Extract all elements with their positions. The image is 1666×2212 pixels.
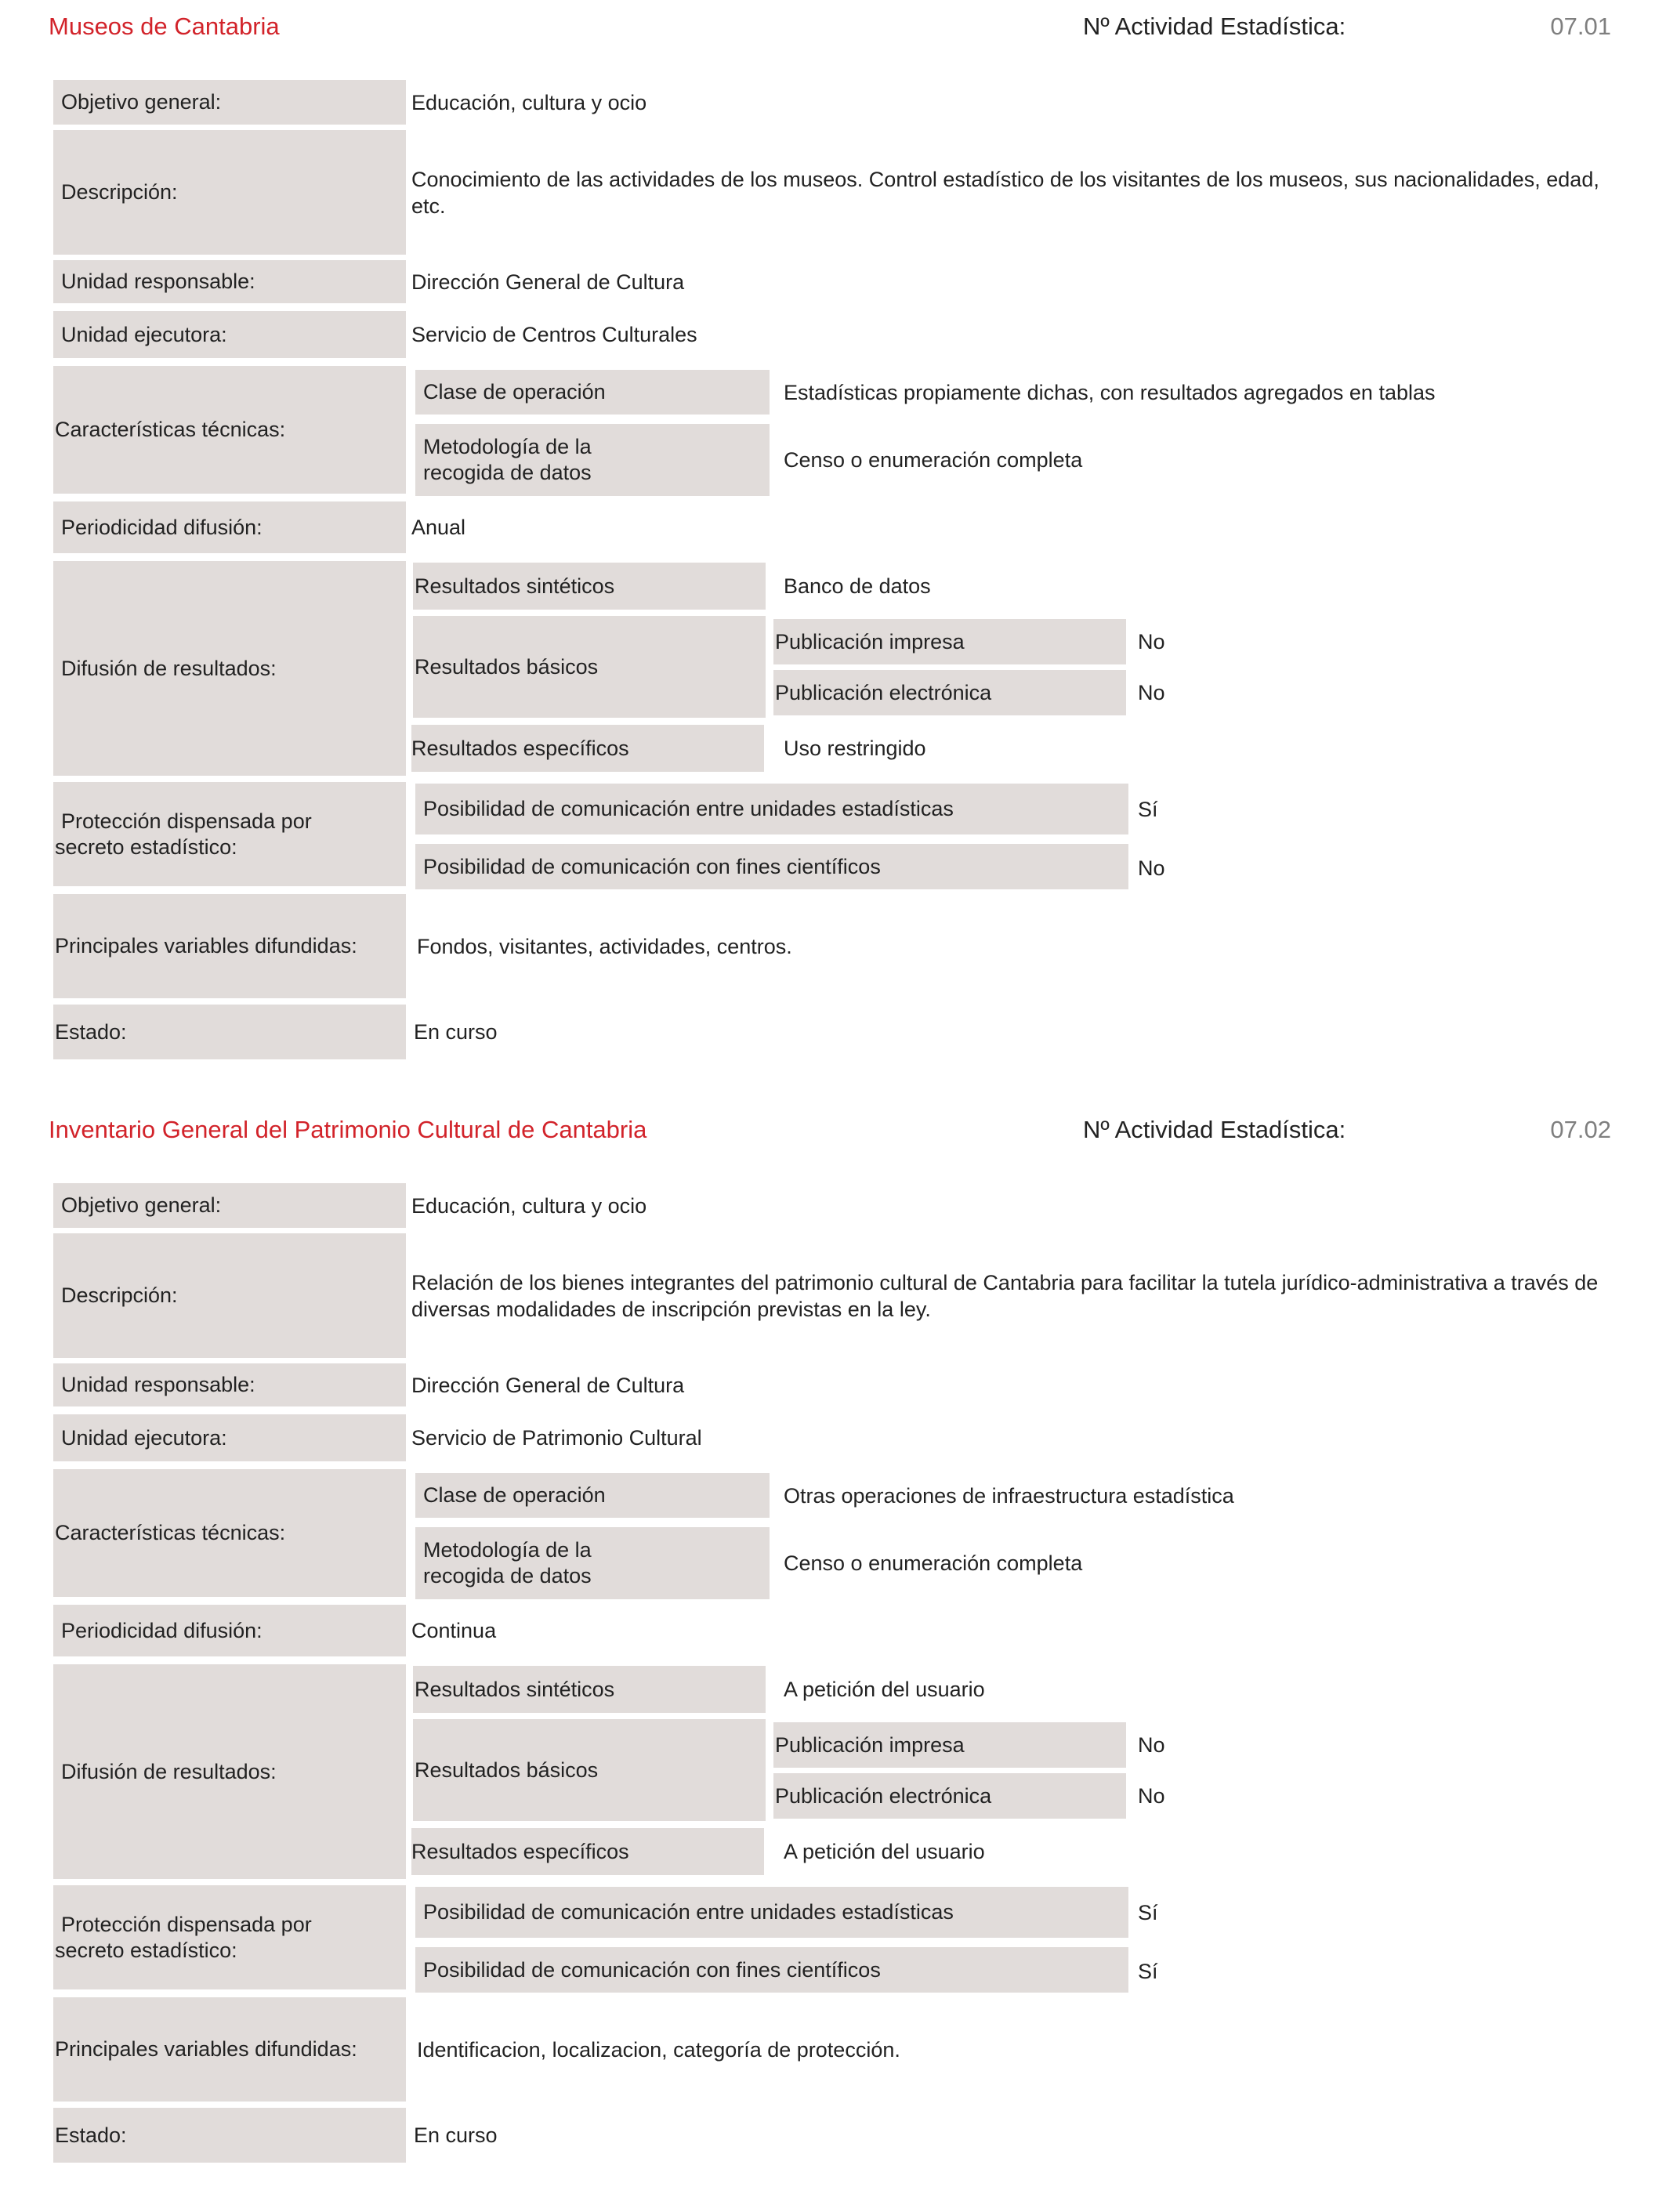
- activity-number-value: 07.02: [1550, 1116, 1611, 1143]
- clase-operacion-value: Otras operaciones de infraestructura estadística: [784, 1483, 1234, 1508]
- activity-number-label: Nº Actividad Estadística:: [1083, 1116, 1346, 1143]
- sinteticos-value: Banco de datos: [784, 574, 931, 598]
- activity-number-label: Nº Actividad Estadística:: [1083, 13, 1346, 40]
- estado-label: Estado:: [53, 1005, 406, 1059]
- record-0702: [0, 1103, 1666, 2212]
- clase-operacion-value: Estadísticas propiamente dichas, con resultados agregados en tablas: [784, 380, 1436, 404]
- objetivo-label: Objetivo general:: [53, 80, 406, 125]
- comunicacion-unidades-value: Sí: [1138, 1900, 1158, 1924]
- comunicacion-unidades-label: Posibilidad de comunicación entre unidades estadísticas: [415, 1887, 1128, 1938]
- publicacion-electronica-value: No: [1138, 681, 1165, 704]
- unidad-responsable-label: Unidad responsable:: [53, 260, 406, 303]
- metodologia-value: Censo o enumeración completa: [784, 448, 1083, 472]
- activity-number-value: 07.01: [1550, 13, 1611, 40]
- clase-operacion-label: Clase de operación: [415, 370, 770, 415]
- comunicacion-cientificos-label: Posibilidad de comunicación con fines científicos: [415, 844, 1128, 889]
- publicacion-electronica-label: Publicación electrónica: [773, 1773, 1126, 1819]
- metodologia-value: Censo o enumeración completa: [784, 1551, 1083, 1575]
- sinteticos-label: Resultados sintéticos: [413, 1666, 766, 1713]
- descripcion-value: Conocimiento de las actividades de los museos. Control estadístico de los visitantes de los museos, sus nacionalidades, edad, etc.: [411, 167, 1599, 218]
- caracteristicas-label: Características técnicas:: [53, 1469, 406, 1597]
- objetivo-value: Educación, cultura y ocio: [411, 90, 647, 114]
- record-title: Inventario General del Patrimonio Cultural de Cantabria: [49, 1116, 647, 1143]
- sinteticos-value: A petición del usuario: [784, 1678, 985, 1701]
- unidad-responsable-label: Unidad responsable:: [53, 1363, 406, 1406]
- estado-value: En curso: [414, 1020, 498, 1044]
- publicacion-electronica-label: Publicación electrónica: [773, 670, 1126, 715]
- publicacion-impresa-value: No: [1138, 1733, 1165, 1757]
- periodicidad-label: Periodicidad difusión:: [53, 501, 406, 553]
- caracteristicas-label: Características técnicas:: [53, 366, 406, 494]
- variables-label: Principales variables difundidas:: [53, 894, 406, 998]
- unidad-ejecutora-value: Servicio de Patrimonio Cultural: [411, 1426, 702, 1450]
- estado-value: En curso: [414, 2123, 498, 2147]
- unidad-responsable-value: Dirección General de Cultura: [411, 1373, 685, 1397]
- proteccion-label: Protección dispensada por secreto estadístico:: [53, 782, 406, 886]
- variables-value: Fondos, visitantes, actividades, centros.: [417, 934, 792, 958]
- especificos-label: Resultados específicos: [411, 725, 764, 772]
- objetivo-value: Educación, cultura y ocio: [411, 1193, 647, 1218]
- descripcion-value: Relación de los bienes integrantes del patrimonio cultural de Cantabria para facilitar la tutela jurídico-administrativa a través de diversas modalidades de inscripción previstas en la ley.: [411, 1270, 1599, 1321]
- estado-label: Estado:: [53, 2108, 406, 2163]
- variables-value: Identificacion, localizacion, categoría de protección.: [417, 2037, 900, 2062]
- unidad-ejecutora-label: Unidad ejecutora:: [53, 311, 406, 358]
- especificos-value: Uso restringido: [784, 737, 926, 760]
- objetivo-label: Objetivo general:: [53, 1183, 406, 1228]
- variables-label: Principales variables difundidas:: [53, 1997, 406, 2102]
- unidad-ejecutora-value: Servicio de Centros Culturales: [411, 323, 697, 346]
- publicacion-impresa-value: No: [1138, 630, 1165, 653]
- metodologia-label: Metodología de la recogida de datos: [415, 1527, 770, 1599]
- comunicacion-cientificos-value: No: [1138, 856, 1165, 880]
- especificos-label: Resultados específicos: [411, 1828, 764, 1875]
- comunicacion-cientificos-value: Sí: [1138, 1960, 1158, 1983]
- difusion-label: Difusión de resultados:: [53, 1664, 406, 1879]
- basicos-label: Resultados básicos: [413, 1719, 766, 1821]
- periodicidad-label: Periodicidad difusión:: [53, 1605, 406, 1656]
- especificos-value: A petición del usuario: [784, 1840, 985, 1863]
- periodicidad-value: Anual: [411, 516, 466, 539]
- proteccion-label: Protección dispensada por secreto estadístico:: [53, 1885, 406, 1989]
- publicacion-electronica-value: No: [1138, 1784, 1165, 1808]
- comunicacion-unidades-value: Sí: [1138, 797, 1158, 821]
- difusion-label: Difusión de resultados:: [53, 561, 406, 776]
- unidad-responsable-value: Dirección General de Cultura: [411, 270, 685, 294]
- descripcion-label: Descripción:: [53, 1233, 406, 1358]
- clase-operacion-label: Clase de operación: [415, 1473, 770, 1518]
- comunicacion-unidades-label: Posibilidad de comunicación entre unidades estadísticas: [415, 784, 1128, 834]
- publicacion-impresa-label: Publicación impresa: [773, 1722, 1126, 1768]
- sinteticos-label: Resultados sintéticos: [413, 563, 766, 610]
- basicos-label: Resultados básicos: [413, 616, 766, 718]
- descripcion-label: Descripción:: [53, 130, 406, 255]
- publicacion-impresa-label: Publicación impresa: [773, 619, 1126, 664]
- record-title: Museos de Cantabria: [49, 13, 280, 40]
- comunicacion-cientificos-label: Posibilidad de comunicación con fines científicos: [415, 1947, 1128, 1993]
- metodologia-label: Metodología de la recogida de datos: [415, 424, 770, 496]
- periodicidad-value: Continua: [411, 1619, 497, 1642]
- unidad-ejecutora-label: Unidad ejecutora:: [53, 1414, 406, 1461]
